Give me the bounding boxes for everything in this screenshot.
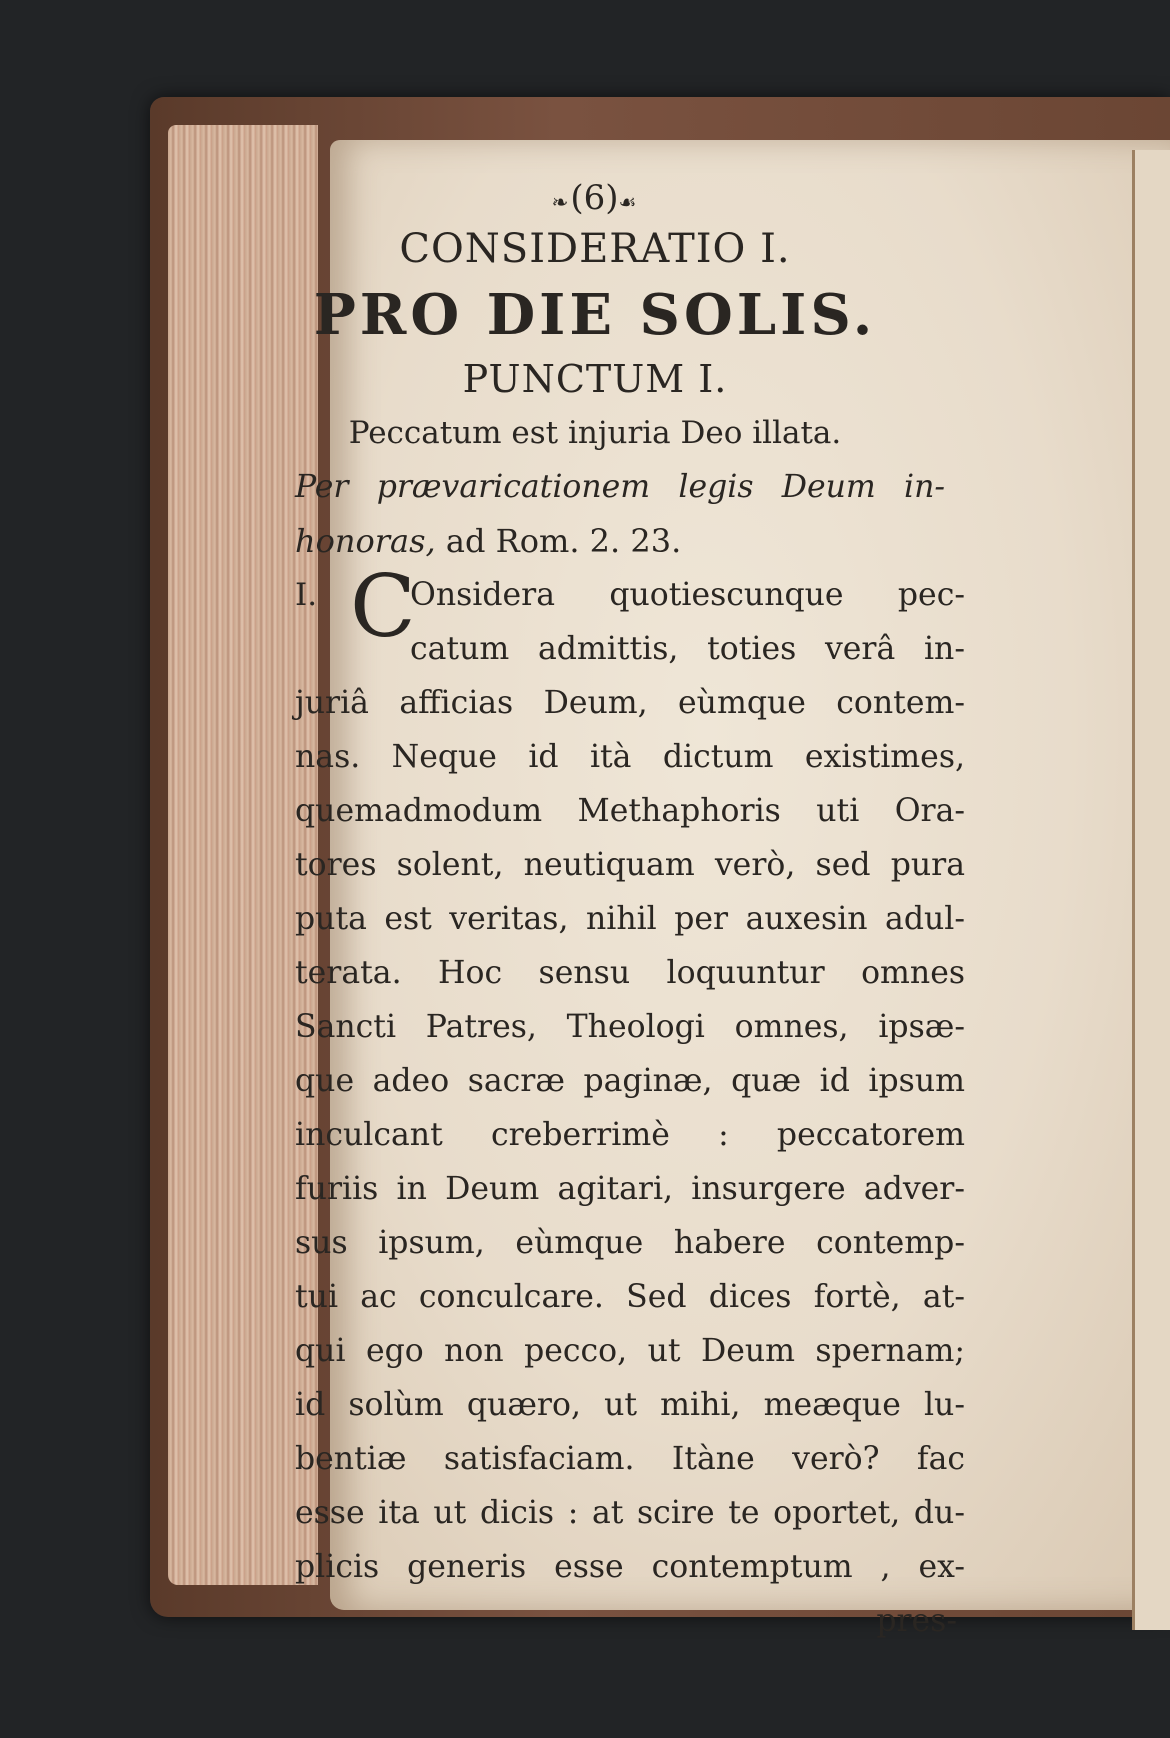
quote-reference: ad Rom. 2. 23.: [435, 522, 682, 560]
facing-page-edge: [1132, 150, 1170, 1630]
text-line: tores solent, neutiquam verò, sed pura: [295, 847, 965, 883]
text-line: furiis in Deum agitari, insurgere adver-: [295, 1171, 965, 1207]
first-lines: [410, 568, 965, 676]
text-line: terata. Hoc sensu loquuntur omnes: [295, 955, 965, 991]
scripture-quote: [290, 460, 945, 568]
text-line: bentiæ satisfaciam. Itàne verò? fac: [295, 1441, 965, 1477]
text-line: catum admittis, toties verâ in-: [410, 631, 965, 667]
text-line: puta est veritas, nihil per auxesin adul-: [295, 901, 965, 937]
ornament-left-icon: ❧: [551, 190, 571, 214]
ornament-right-icon: ☙: [618, 190, 639, 214]
text-line: quemadmodum Methaphoris uti Ora-: [295, 793, 965, 829]
first-paragraph-start: [295, 557, 965, 676]
text-line: esse ita ut dicis : at scire te oportet, du-: [295, 1495, 965, 1531]
text-line: nas. Neque id ità dictum existimes,: [295, 739, 965, 775]
text-line: Onsidera quotiescunque pec-: [410, 577, 965, 613]
text-line: inculcant creberrimè : peccatorem: [295, 1117, 965, 1153]
page-text: [290, 176, 1130, 1648]
body-text: [290, 557, 965, 1648]
text-line: plicis generis esse contemptum , ex-: [295, 1549, 965, 1585]
heading-subtitle: Peccatum est injuria Deo illata.: [348, 415, 842, 451]
text-line: tui ac conculcare. Sed dices fortè, at-: [295, 1279, 965, 1315]
text-line: Sancti Patres, Theologi omnes, ipsæ-: [295, 1009, 965, 1045]
drop-cap: C: [350, 557, 416, 657]
text-line: sus ipsum, eùmque habere contemp-: [295, 1225, 965, 1261]
quote-line-2-italic: honoras,: [295, 522, 436, 560]
heading-punctum: PUNCTUM I.: [462, 357, 728, 401]
page-number-value: 6: [583, 178, 606, 218]
text-line: que adeo sacræ paginæ, quæ id ipsum: [295, 1063, 965, 1099]
text-line: juriâ afficias Deum, eùmque contem-: [295, 685, 965, 721]
quote-line-1: Per prævaricationem legis Deum in-: [295, 469, 945, 505]
text-line: qui ego non pecco, ut Deum spernam;: [295, 1333, 965, 1369]
page-number: ❧(6)☙: [551, 178, 639, 218]
text-line: id solùm quæro, ut mihi, meæque lu-: [295, 1387, 965, 1423]
heading-pro-die-solis: PRO DIE SOLIS.: [313, 282, 877, 348]
paragraph-number: I.: [295, 577, 318, 613]
heading-consideratio: CONSIDERATIO I.: [399, 226, 791, 272]
catchword: pres-: [876, 1603, 957, 1639]
